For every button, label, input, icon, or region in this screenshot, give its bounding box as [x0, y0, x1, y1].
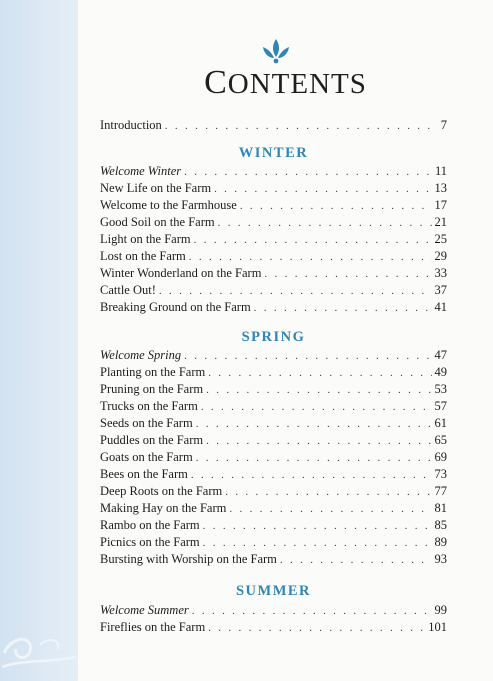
- entry-title: Winter Wonderland on the Farm: [100, 266, 262, 280]
- entry-page: 25: [434, 232, 447, 246]
- entry-title: Lost on the Farm: [100, 249, 186, 263]
- toc-entry[interactable]: [100, 534, 447, 551]
- entry-page: 57: [434, 399, 447, 413]
- spine-band: [0, 0, 78, 681]
- entry-title: Introduction: [100, 118, 162, 132]
- dot-leader: [280, 552, 432, 569]
- toc-entry[interactable]: [100, 398, 447, 415]
- title-initial: C: [204, 64, 228, 101]
- entry-page: 13: [434, 181, 447, 195]
- dot-leader: [229, 501, 431, 518]
- entry-page: 61: [434, 416, 447, 430]
- entry-title: New Life on the Farm: [100, 181, 212, 195]
- entry-title: Making Hay on the Farm: [100, 501, 227, 515]
- section-heading-summer: SUMMER: [235, 583, 312, 599]
- toc-entry[interactable]: [100, 214, 447, 231]
- entry-title: Good Soil on the Farm: [100, 215, 215, 229]
- dot-leader: [225, 484, 431, 501]
- entry-title: Bursting with Worship on the Farm: [100, 552, 277, 566]
- toc-entry[interactable]: [100, 602, 447, 619]
- toc-entry[interactable]: [100, 265, 447, 282]
- entry-page: 33: [434, 266, 447, 280]
- entry-page: 29: [434, 249, 447, 263]
- dot-leader: [206, 382, 431, 399]
- toc-entry[interactable]: [100, 466, 447, 483]
- dot-leader: [218, 215, 432, 232]
- dot-leader: [201, 399, 432, 416]
- dot-leader: [208, 365, 431, 382]
- entry-page: 93: [434, 552, 447, 566]
- dot-leader: [254, 300, 432, 317]
- dot-leader: [206, 433, 431, 450]
- toc-entry[interactable]: [100, 483, 447, 500]
- entry-page: 49: [434, 365, 447, 379]
- toc-entry[interactable]: [100, 415, 447, 432]
- entry-page: 37: [434, 283, 447, 297]
- dot-leader: [203, 535, 432, 552]
- dot-leader: [189, 249, 432, 266]
- dot-leader: [214, 181, 431, 198]
- entry-page: 17: [434, 198, 447, 212]
- dot-leader: [196, 450, 432, 467]
- dot-leader: [184, 348, 431, 365]
- toc-entry[interactable]: [100, 282, 447, 299]
- toc-entry[interactable]: [100, 364, 447, 381]
- entry-page: 73: [434, 467, 447, 481]
- entry-page: 85: [434, 518, 447, 532]
- toc-entry[interactable]: [100, 347, 447, 364]
- entry-page: 81: [434, 501, 447, 515]
- swirl-decoration-icon: [0, 593, 78, 673]
- entry-page: 53: [434, 382, 447, 396]
- entry-title: Breaking Ground on the Farm: [100, 300, 251, 314]
- toc-entry[interactable]: [100, 517, 447, 534]
- dot-leader: [191, 467, 432, 484]
- entry-page: 41: [434, 300, 447, 314]
- entry-title: Welcome Spring: [100, 348, 182, 362]
- toc-entry[interactable]: [100, 551, 447, 568]
- entry-title: Deep Roots on the Farm: [100, 484, 223, 498]
- entry-title: Puddles on the Farm: [100, 433, 204, 447]
- fleur-ornament-icon: [258, 38, 294, 64]
- section-heading-spring: SPRING: [241, 329, 306, 345]
- entry-page: 7: [440, 118, 447, 132]
- toc-entry[interactable]: [100, 231, 447, 248]
- page-title: [78, 64, 493, 102]
- entry-page: 99: [434, 603, 447, 617]
- entry-title: Fireflies on the Farm: [100, 620, 206, 634]
- toc-entry[interactable]: [100, 619, 447, 636]
- entry-title: Goats on the Farm: [100, 450, 193, 464]
- toc-entry[interactable]: [100, 180, 447, 197]
- title-rest: ONTENTS: [227, 68, 367, 100]
- entry-title: Pruning on the Farm: [100, 382, 204, 396]
- dot-leader: [192, 603, 432, 620]
- dot-leader: [184, 164, 432, 181]
- toc-entry[interactable]: [100, 197, 447, 214]
- dot-leader: [194, 232, 432, 249]
- entry-title: Welcome Winter: [100, 164, 182, 178]
- entry-page: 77: [434, 484, 447, 498]
- toc-entry[interactable]: [100, 163, 447, 180]
- dot-leader: [196, 416, 432, 433]
- dot-leader: [208, 620, 425, 637]
- entry-title: Welcome Summer: [100, 603, 189, 617]
- entry-title: Picnics on the Farm: [100, 535, 200, 549]
- entry-title: Trucks on the Farm: [100, 399, 198, 413]
- toc-entry[interactable]: [100, 299, 447, 316]
- toc-entry[interactable]: [100, 432, 447, 449]
- dot-leader: [203, 518, 432, 535]
- entry-title: Seeds on the Farm: [100, 416, 193, 430]
- entry-page: 11: [434, 164, 447, 178]
- dot-leader: [165, 118, 438, 135]
- toc-entry[interactable]: [100, 248, 447, 265]
- entry-page: 47: [434, 348, 447, 362]
- entry-page: 69: [434, 450, 447, 464]
- entry-title: Planting on the Farm: [100, 365, 206, 379]
- section-heading-winter: WINTER: [238, 145, 309, 161]
- dot-leader: [159, 283, 432, 300]
- entry-title: Light on the Farm: [100, 232, 191, 246]
- entry-title: Bees on the Farm: [100, 467, 188, 481]
- entry-page: 65: [434, 433, 447, 447]
- entry-page: 89: [434, 535, 447, 549]
- entry-title: Welcome to the Farmhouse: [100, 198, 237, 212]
- toc-entry[interactable]: [100, 381, 447, 398]
- toc-entry[interactable]: [100, 449, 447, 466]
- toc-entry[interactable]: [100, 500, 447, 517]
- dot-leader: [240, 198, 432, 215]
- entry-page: 101: [428, 620, 447, 634]
- toc-entry-introduction[interactable]: [100, 117, 447, 134]
- dot-leader: [264, 266, 431, 283]
- entry-page: 21: [434, 215, 447, 229]
- entry-title: Cattle Out!: [100, 283, 156, 297]
- entry-title: Rambo on the Farm: [100, 518, 200, 532]
